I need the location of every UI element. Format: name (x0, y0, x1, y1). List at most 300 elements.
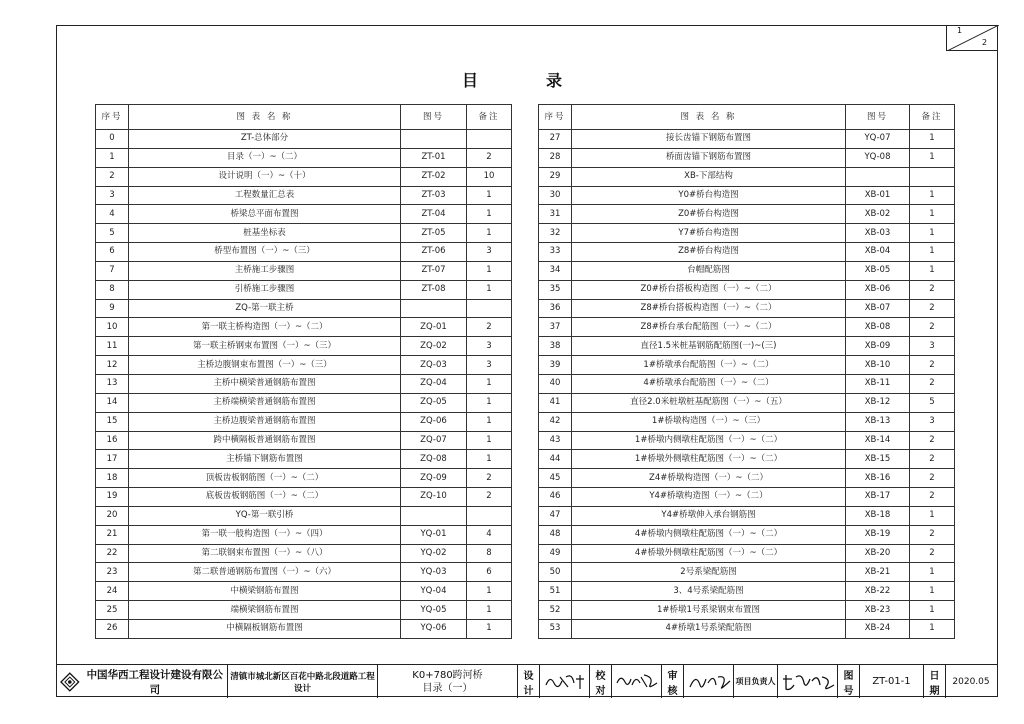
cell-no: 17 (96, 450, 129, 469)
cell-remark: 8 (467, 544, 512, 563)
cell-code: XB-11 (846, 374, 910, 393)
cell-no: 21 (96, 525, 129, 544)
col-header-no: 序号 (539, 105, 572, 130)
page-total: 2 (982, 38, 988, 47)
cell-remark: 2 (910, 318, 955, 337)
cell-code (401, 299, 467, 318)
cell-no: 51 (539, 582, 572, 601)
cell-code: XB-15 (846, 450, 910, 469)
cell-name: ZT-总体部分 (129, 130, 401, 149)
cell-code (401, 130, 467, 149)
cell-code: XB-03 (846, 224, 910, 243)
cell-name: 第一联一般构造图（一）~（四） (129, 525, 401, 544)
cell-remark: 3 (467, 337, 512, 356)
table-row (539, 318, 955, 337)
cell-remark: 1 (467, 431, 512, 450)
cell-code (401, 506, 467, 525)
cell-remark: 2 (467, 469, 512, 488)
cell-no: 25 (96, 601, 129, 620)
number-label: 图 号 (838, 665, 860, 698)
cell-no: 15 (96, 412, 129, 431)
cell-name: 跨中横隔板普通钢筋布置图 (129, 431, 401, 450)
cell-code: XB-10 (846, 356, 910, 375)
cell-no: 10 (96, 318, 129, 337)
cell-code: ZQ-09 (401, 469, 467, 488)
cell-code: XB-01 (846, 186, 910, 205)
cell-code: XB-14 (846, 431, 910, 450)
cell-name: 1#桥墩承台配筋图（一）~（二） (572, 356, 846, 375)
cell-remark: 2 (910, 544, 955, 563)
col-header-remark: 备注 (467, 105, 512, 130)
cell-remark: 1 (467, 619, 512, 638)
table-row (539, 148, 955, 167)
cell-no: 14 (96, 393, 129, 412)
cell-no: 11 (96, 337, 129, 356)
cell-no: 2 (96, 167, 129, 186)
cell-code: XB-04 (846, 243, 910, 262)
cell-code: ZQ-07 (401, 431, 467, 450)
cell-remark: 3 (467, 356, 512, 375)
table-row (96, 148, 512, 167)
cell-name: 中横隔板钢筋布置图 (129, 619, 401, 638)
cell-remark: 4 (467, 525, 512, 544)
cell-remark: 3 (910, 337, 955, 356)
cell-code: ZT-08 (401, 280, 467, 299)
cell-name: 设计说明（一）~（十） (129, 167, 401, 186)
table-row (96, 356, 512, 375)
table-row (96, 261, 512, 280)
cell-code: ZT-05 (401, 224, 467, 243)
cell-no: 47 (539, 506, 572, 525)
table-row (96, 525, 512, 544)
cell-no: 23 (96, 563, 129, 582)
cell-remark: 2 (467, 318, 512, 337)
cell-no: 33 (539, 243, 572, 262)
cell-remark: 2 (910, 525, 955, 544)
lead-signature (778, 665, 838, 698)
cell-name: 第一联主桥钢束布置图（一）~（三） (129, 337, 401, 356)
cell-code: ZT-07 (401, 261, 467, 280)
cell-code: XB-07 (846, 299, 910, 318)
drawing-number: ZT-01-1 (860, 665, 924, 698)
table-row (539, 544, 955, 563)
cell-name: 主桥施工步骤图 (129, 261, 401, 280)
table-row (539, 525, 955, 544)
cell-name: ZQ-第一联主桥 (129, 299, 401, 318)
cell-name: 4#桥墩内侧墩柱配筋图（一）~（二） (572, 525, 846, 544)
table-row (539, 356, 955, 375)
cell-remark: 1 (910, 261, 955, 280)
col-header-code: 图号 (846, 105, 910, 130)
cell-code: XB-02 (846, 205, 910, 224)
cell-name: 2号系梁配筋图 (572, 563, 846, 582)
cell-name: Y4#桥墩构造图（一）~（二） (572, 488, 846, 507)
cell-code: ZT-06 (401, 243, 467, 262)
drawing-title-cell (378, 665, 518, 698)
table-row (539, 488, 955, 507)
cell-name: 主桥中横梁普通钢筋布置图 (129, 374, 401, 393)
lead-label: 项目负责人 (734, 665, 778, 698)
table-row (539, 243, 955, 262)
cell-name: 主桥边腹梁普通钢筋布置图 (129, 412, 401, 431)
cell-no: 20 (96, 506, 129, 525)
cell-code: XB-08 (846, 318, 910, 337)
cell-name: 主桥边腹钢束布置图（一）~（三） (129, 356, 401, 375)
table-row (96, 450, 512, 469)
cell-name: Y7#桥台构造图 (572, 224, 846, 243)
cell-code: ZT-02 (401, 167, 467, 186)
cell-remark (910, 167, 955, 186)
cell-code: XB-18 (846, 506, 910, 525)
cell-no: 19 (96, 488, 129, 507)
cell-name: 第二联钢束布置图（一）~（八） (129, 544, 401, 563)
cell-code: XB-09 (846, 337, 910, 356)
table-row (539, 619, 955, 638)
cell-remark: 1 (910, 205, 955, 224)
cell-name: Z0#桥台构造图 (572, 205, 846, 224)
cell-remark: 1 (910, 186, 955, 205)
cell-no: 44 (539, 450, 572, 469)
cell-name: YQ-第一联引桥 (129, 506, 401, 525)
cell-no: 46 (539, 488, 572, 507)
cell-name: 工程数量汇总表 (129, 186, 401, 205)
cell-remark: 2 (467, 488, 512, 507)
cell-code: ZQ-06 (401, 412, 467, 431)
cell-code: YQ-02 (401, 544, 467, 563)
cell-remark: 2 (910, 356, 955, 375)
cell-name: 桩基坐标表 (129, 224, 401, 243)
cell-code: ZT-04 (401, 205, 467, 224)
index-table-right (538, 104, 955, 639)
cell-code: ZQ-10 (401, 488, 467, 507)
drawing-title-line2: 目录（一） (422, 682, 473, 694)
cell-name: 接长齿锚下钢筋布置图 (572, 130, 846, 149)
cell-name: Z8#桥台承台配筋图（一）~（二） (572, 318, 846, 337)
cell-remark: 1 (910, 224, 955, 243)
cell-name: 4#桥墩外侧墩柱配筋图（一）~（二） (572, 544, 846, 563)
cell-remark: 1 (467, 224, 512, 243)
cell-code: ZQ-08 (401, 450, 467, 469)
cell-remark: 1 (910, 506, 955, 525)
cell-no: 5 (96, 224, 129, 243)
cell-name: 4#桥墩承台配筋图（一）~（二） (572, 374, 846, 393)
cell-name: Z4#桥墩构造图（一）~（二） (572, 469, 846, 488)
cell-no: 0 (96, 130, 129, 149)
table-row (539, 261, 955, 280)
cell-remark: 2 (910, 299, 955, 318)
cell-code: YQ-06 (401, 619, 467, 638)
cell-remark: 1 (910, 563, 955, 582)
cell-code: XB-12 (846, 393, 910, 412)
cell-remark (467, 299, 512, 318)
review-label: 审 核 (662, 665, 684, 698)
cell-no: 13 (96, 374, 129, 393)
cell-remark: 1 (467, 393, 512, 412)
page-indicator (946, 25, 998, 51)
table-row (96, 224, 512, 243)
cell-no: 53 (539, 619, 572, 638)
table-row (96, 506, 512, 525)
table-row (539, 506, 955, 525)
cell-remark: 1 (910, 582, 955, 601)
cell-remark: 1 (467, 280, 512, 299)
cell-no: 49 (539, 544, 572, 563)
cell-remark: 1 (467, 205, 512, 224)
cell-remark: 1 (467, 582, 512, 601)
cell-code: YQ-04 (401, 582, 467, 601)
cell-name: 直径2.0米桩墩桩基配筋图（一）~（五） (572, 393, 846, 412)
cell-name: Z8#桥台构造图 (572, 243, 846, 262)
table-row (96, 393, 512, 412)
reviewer-signature (684, 665, 734, 698)
col-header-remark: 备注 (910, 105, 955, 130)
table-row (96, 582, 512, 601)
check-label: 校 对 (590, 665, 612, 698)
table-row (539, 374, 955, 393)
table-row (96, 280, 512, 299)
table-row (96, 469, 512, 488)
cell-remark: 1 (467, 261, 512, 280)
cell-code: XB-06 (846, 280, 910, 299)
cell-name: 1#桥墩构造图（一）~（三） (572, 412, 846, 431)
col-header-no: 序号 (96, 105, 129, 130)
cell-code: XB-21 (846, 563, 910, 582)
cell-no: 3 (96, 186, 129, 205)
cell-no: 24 (96, 582, 129, 601)
col-header-code: 图号 (401, 105, 467, 130)
cell-code: ZQ-02 (401, 337, 467, 356)
cell-remark: 1 (467, 450, 512, 469)
table-row (539, 280, 955, 299)
cell-code: YQ-05 (401, 601, 467, 620)
table-row (96, 619, 512, 638)
cell-remark: 2 (910, 374, 955, 393)
cell-name: 第一联主桥构造图（一）~（二） (129, 318, 401, 337)
cell-no: 43 (539, 431, 572, 450)
cell-name: 1#桥墩内侧墩柱配筋图（一）~（二） (572, 431, 846, 450)
cell-name: 引桥施工步骤图 (129, 280, 401, 299)
table-row (96, 299, 512, 318)
cell-remark: 6 (467, 563, 512, 582)
drawing-title-line1: K0+780跨河桥 (412, 669, 483, 681)
cell-code: XB-17 (846, 488, 910, 507)
table-row (539, 299, 955, 318)
company-logo-icon (60, 672, 80, 692)
cell-remark: 1 (467, 186, 512, 205)
table-row (96, 130, 512, 149)
cell-name: 第二联普通钢筋布置图（一）~（六） (129, 563, 401, 582)
cell-no: 48 (539, 525, 572, 544)
cell-code: ZT-03 (401, 186, 467, 205)
table-row (96, 431, 512, 450)
cell-remark: 5 (910, 393, 955, 412)
cell-remark: 2 (910, 488, 955, 507)
table-row (96, 337, 512, 356)
cell-name: 目录（一）~（二） (129, 148, 401, 167)
cell-name: 1#桥墩1号系梁钢束布置图 (572, 601, 846, 620)
cell-code: ZQ-01 (401, 318, 467, 337)
cell-no: 45 (539, 469, 572, 488)
cell-no: 40 (539, 374, 572, 393)
col-header-name: 图 表 名 称 (129, 105, 401, 130)
cell-code: ZT-01 (401, 148, 467, 167)
cell-code: XB-20 (846, 544, 910, 563)
date-label: 日 期 (924, 665, 946, 698)
cell-no: 18 (96, 469, 129, 488)
cell-remark: 3 (467, 243, 512, 262)
cell-code: YQ-07 (846, 130, 910, 149)
cell-name: 桥梁总平面布置图 (129, 205, 401, 224)
table-row (96, 412, 512, 431)
cell-name: 桥型布置图（一）~（三） (129, 243, 401, 262)
cell-code: XB-05 (846, 261, 910, 280)
checker-signature (612, 665, 662, 698)
cell-name: XB-下部结构 (572, 167, 846, 186)
cell-no: 29 (539, 167, 572, 186)
index-table-left (95, 104, 512, 639)
table-row (539, 186, 955, 205)
cell-no: 50 (539, 563, 572, 582)
cell-name: Y4#桥墩伸入承台钢筋图 (572, 506, 846, 525)
table-row (96, 601, 512, 620)
table-header-row (539, 105, 955, 130)
table-header-row (96, 105, 512, 130)
designer-signature (540, 665, 590, 698)
cell-name: 中横梁钢筋布置图 (129, 582, 401, 601)
cell-name: 主桥端横梁普通钢筋布置图 (129, 393, 401, 412)
cell-no: 35 (539, 280, 572, 299)
cell-code: XB-16 (846, 469, 910, 488)
cell-remark: 1 (467, 374, 512, 393)
cell-name: 端横梁钢筋布置图 (129, 601, 401, 620)
table-row (96, 374, 512, 393)
table-row (539, 601, 955, 620)
cell-name: 底板齿板钢筋图（一）~（二） (129, 488, 401, 507)
cell-no: 34 (539, 261, 572, 280)
table-row (539, 337, 955, 356)
table-row (539, 563, 955, 582)
cell-no: 22 (96, 544, 129, 563)
cell-name: 3、4号系梁配筋图 (572, 582, 846, 601)
cell-remark: 1 (910, 243, 955, 262)
table-row (96, 488, 512, 507)
table-row (96, 167, 512, 186)
cell-name: 顶板齿板钢筋图（一）~（二） (129, 469, 401, 488)
cell-code: YQ-01 (401, 525, 467, 544)
cell-name: 主桥锚下钢筋布置图 (129, 450, 401, 469)
company-cell (56, 665, 228, 698)
table-row (96, 544, 512, 563)
cell-code: XB-24 (846, 619, 910, 638)
table-row (96, 318, 512, 337)
cell-remark: 10 (467, 167, 512, 186)
cell-no: 39 (539, 356, 572, 375)
page-divider-line (947, 25, 999, 51)
table-row (539, 582, 955, 601)
cell-remark: 1 (467, 412, 512, 431)
cell-no: 28 (539, 148, 572, 167)
table-row (539, 412, 955, 431)
cell-remark (467, 506, 512, 525)
drawing-date: 2020.05 (952, 676, 990, 687)
cell-name: 桥面齿锚下钢筋布置图 (572, 148, 846, 167)
cell-remark: 2 (467, 148, 512, 167)
cell-no: 6 (96, 243, 129, 262)
cell-no: 26 (96, 619, 129, 638)
project-name: 清镇市城北新区百花中路北段道路工程设计 (228, 665, 378, 698)
company-name: 中国华西工程设计建设有限公司 (86, 668, 224, 696)
cell-no: 27 (539, 130, 572, 149)
cell-remark: 1 (910, 601, 955, 620)
cell-code: ZQ-05 (401, 393, 467, 412)
table-row (539, 224, 955, 243)
design-label: 设 计 (518, 665, 540, 698)
table-row (96, 186, 512, 205)
cell-no: 12 (96, 356, 129, 375)
cell-name: Z8#桥台搭板构造图（一）~（二） (572, 299, 846, 318)
table-row (539, 205, 955, 224)
cell-no: 32 (539, 224, 572, 243)
cell-remark: 2 (910, 469, 955, 488)
table-row (539, 431, 955, 450)
table-row (539, 469, 955, 488)
cell-code: YQ-03 (401, 563, 467, 582)
cell-name: 4#桥墩1号系梁配筋图 (572, 619, 846, 638)
table-row (96, 563, 512, 582)
cell-name: Z0#桥台搭板构造图（一）~（二） (572, 280, 846, 299)
cell-remark: 2 (910, 280, 955, 299)
cell-remark: 3 (910, 412, 955, 431)
page-title: 目录 (461, 71, 630, 90)
cell-no: 52 (539, 601, 572, 620)
cell-remark: 1 (467, 601, 512, 620)
cell-code: XB-19 (846, 525, 910, 544)
cell-name: 1#桥墩外侧墩柱配筋图（一）~（二） (572, 450, 846, 469)
col-header-name: 图 表 名 称 (572, 105, 846, 130)
cell-no: 16 (96, 431, 129, 450)
cell-no: 42 (539, 412, 572, 431)
table-row (96, 243, 512, 262)
cell-no: 31 (539, 205, 572, 224)
cell-code: ZQ-04 (401, 374, 467, 393)
page-current: 1 (957, 26, 963, 35)
cell-no: 7 (96, 261, 129, 280)
title-block (56, 664, 998, 698)
cell-no: 37 (539, 318, 572, 337)
cell-name: Y0#桥台构造图 (572, 186, 846, 205)
table-row (539, 393, 955, 412)
cell-remark: 1 (910, 148, 955, 167)
cell-remark: 2 (910, 450, 955, 469)
cell-no: 38 (539, 337, 572, 356)
cell-no: 4 (96, 205, 129, 224)
cell-no: 36 (539, 299, 572, 318)
cell-code (846, 167, 910, 186)
table-row (539, 450, 955, 469)
cell-no: 41 (539, 393, 572, 412)
table-row (96, 205, 512, 224)
cell-remark (467, 130, 512, 149)
cell-name: 直径1.5米桩基钢筋配筋图(一)~(三) (572, 337, 846, 356)
cell-remark: 1 (910, 619, 955, 638)
cell-no: 8 (96, 280, 129, 299)
cell-code: XB-23 (846, 601, 910, 620)
cell-no: 9 (96, 299, 129, 318)
table-row (539, 167, 955, 186)
cell-remark: 2 (910, 431, 955, 450)
table-row (539, 130, 955, 149)
cell-code: ZQ-03 (401, 356, 467, 375)
